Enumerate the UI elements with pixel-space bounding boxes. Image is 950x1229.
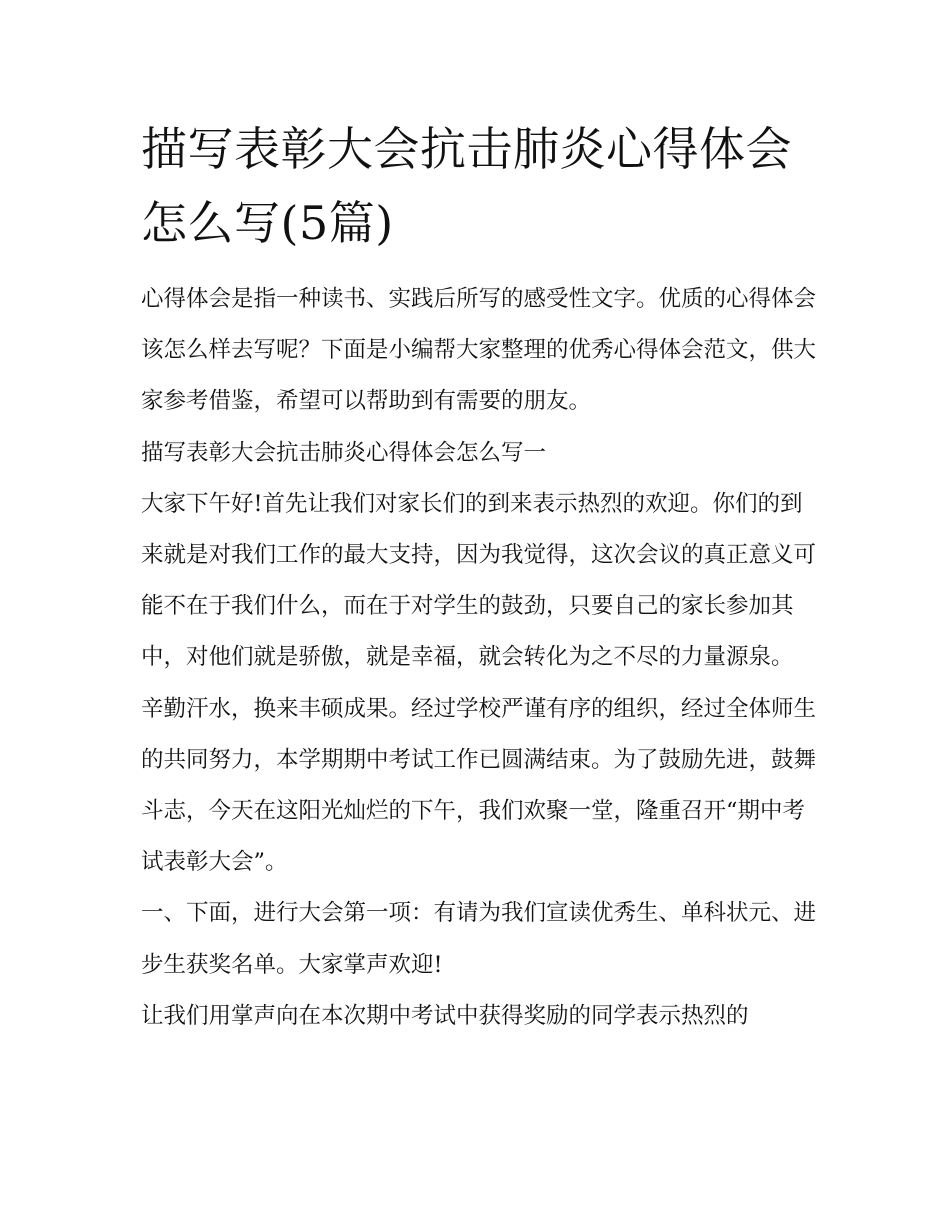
body-paragraph: 辛勤汗水，换来丰硕成果。经过学校严谨有序的组织，经过全体师生的共同努力，本学期期中考试工作已圆满结束。为了鼓励先进，鼓舞斗志，今天在这阳光灿烂的下午，我们欢聚一堂，隆重召开“期中考试表彰大会”。: [141, 695, 817, 876]
body-paragraph: 一、下面，进行大会第一项：有请为我们宣读优秀生、单科状元、进步生获奖名单。大家掌声欢迎!: [141, 900, 817, 978]
section-heading: 描写表彰大会抗击肺炎心得体会怎么写一: [141, 439, 547, 466]
document-title: 描写表彰大会抗击肺炎心得体会怎么写(5篇): [141, 122, 792, 250]
intro-paragraph: 心得体会是指一种读书、实践后所写的感受性文字。优质的心得体会该怎么样去写呢？下面是小编帮大家整理的优秀心得体会范文，供大家参考借鉴，希望可以帮助到有需要的朋友。: [141, 286, 817, 415]
body-paragraph: 大家下午好!首先让我们对家长们的到来表示热烈的欢迎。你们的到来就是对我们工作的最大支持，因为我觉得，这次会议的真正意义可能不在于我们什么，而在于对学生的鼓劲，只要自己的家长参加其中，对他们就是骄傲，就是幸福，就会转化为之不尽的力量源泉。: [141, 490, 817, 671]
body-paragraph: 让我们用掌声向在本次期中考试中获得奖励的同学表示热烈的: [141, 1002, 749, 1029]
document-body: [141, 274, 817, 1042]
